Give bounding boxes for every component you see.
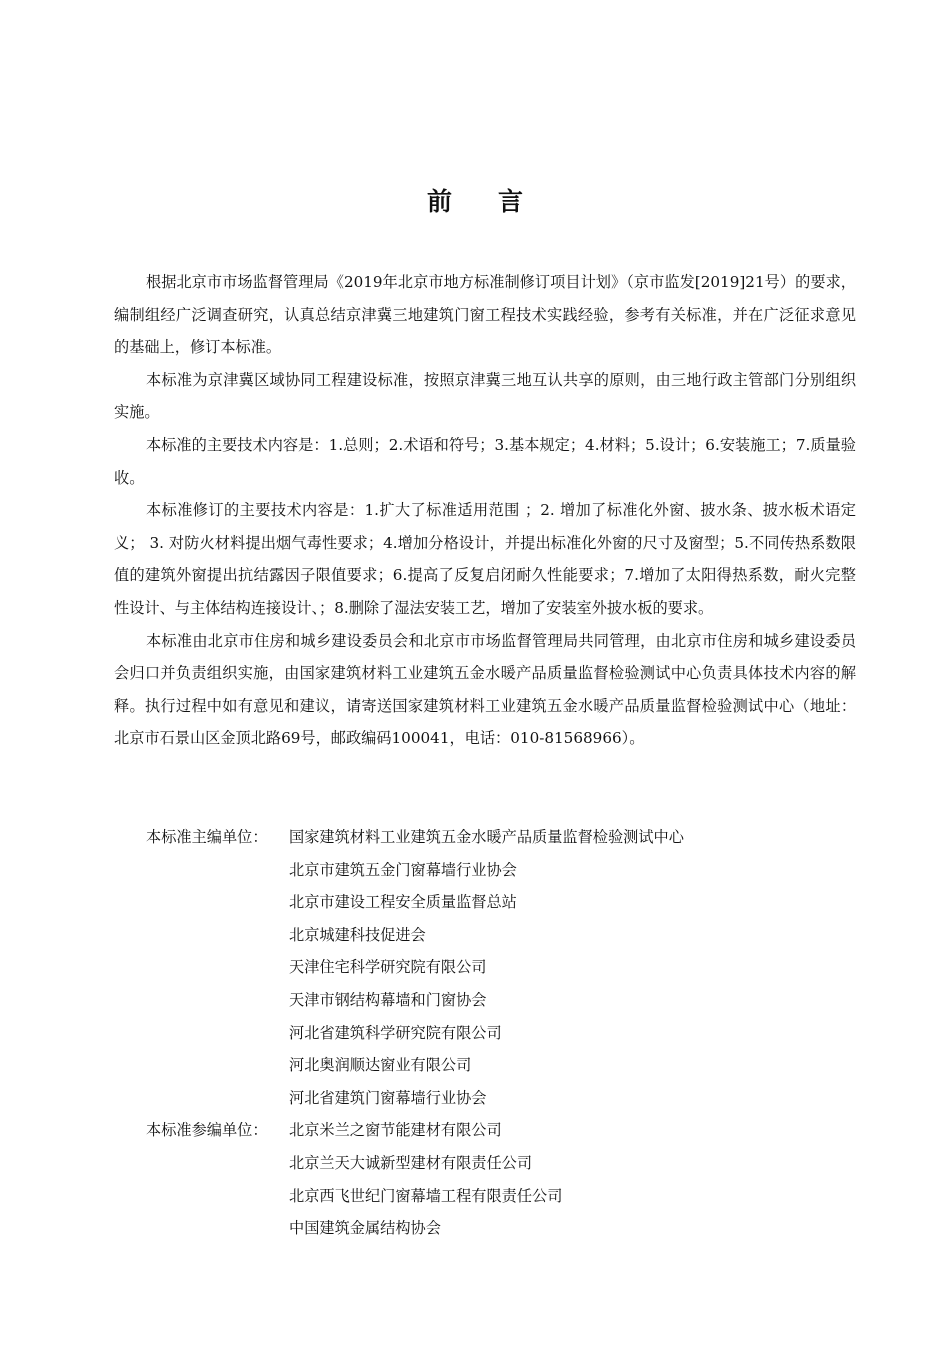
page-title: 前言 — [426, 187, 569, 216]
chief-units-list — [289, 821, 684, 1114]
list-item: 北京市建设工程安全质量监督总站 — [289, 893, 517, 912]
list-item: 北京城建科技促进会 — [289, 925, 426, 944]
drafting-units — [114, 821, 856, 1245]
list-item: 北京兰天大诚新型建材有限责任公司 — [289, 1153, 532, 1172]
list-item: 河北奥润顺达窗业有限公司 — [289, 1056, 472, 1075]
participating-units-list — [289, 1114, 562, 1244]
list-item: 河北省建筑科学研究院有限公司 — [289, 1023, 502, 1042]
participating-units-label: 本标准参编单位： — [146, 1121, 268, 1140]
paragraph-revision-content: 本标准修订的主要技术内容是：1.扩大了标准适用范围 ；2. 增加了标准化外窗、披水条、披水板术语定义； 3. 对防火材料提出烟气毒性要求；4.增加分格设计，并提出标准化外窗的尺寸及窗型；5.不同传热系数限值的建筑外窗提出抗结露因子限值要求；6.提高了反复启闭耐久性能要求；7.增加了太阳得热系数，耐火完整性设计、与主体结构连接设计、；8.删除了湿法安装工艺，增加了安装室外披水板的要求。 — [114, 501, 856, 617]
list-item: 国家建筑材料工业建筑五金水暖产品质量监督检验测试中心 — [289, 828, 684, 846]
paragraph-management: 本标准由北京市住房和城乡建设委员会和北京市市场监督管理局共同管理，由北京市住房和城乡建设委员会归口并负责组织实施，由国家建筑材料工业建筑五金水暖产品质量监督检验测试中心负责具体技术内容的解释。执行过程中如有意见和建议，请寄送国家建筑材料工业建筑五金水暖产品质量监督检验测试中心（地址：北京市石景山区金顶北路69号，邮政编码100041，电话：010-81568966）。 — [114, 631, 856, 748]
paragraph-main-content: 本标准的主要技术内容是：1.总则；2.术语和符号；3.基本规定；4.材料；5.设计；6.安装施工；7.质量验收。 — [114, 435, 856, 487]
list-item: 北京市建筑五金门窗幕墙行业协会 — [289, 860, 517, 879]
list-item: 北京西飞世纪门窗幕墙工程有限责任公司 — [289, 1186, 563, 1205]
chief-units-label: 本标准主编单位： — [146, 828, 268, 846]
list-item: 北京米兰之窗节能建材有限公司 — [289, 1121, 502, 1140]
chief-units-group — [114, 821, 856, 1114]
preface-body — [114, 266, 856, 755]
participating-units-group — [114, 1114, 856, 1244]
paragraph-basis: 根据北京市市场监督管理局《2019年北京市地方标准制修订项目计划》（京市监发[2019]21号）的要求，编制组经广泛调查研究，认真总结京津冀三地建筑门窗工程技术实践经验，参考有关标准，并在广泛征求意见的基础上，修订本标准。 — [114, 273, 856, 357]
list-item: 天津市钢结构幕墙和门窗协会 — [289, 990, 487, 1009]
paragraph-implementation: 本标准为京津冀区域协同工程建设标准，按照京津冀三地互认共享的原则，由三地行政主管部门分别组织实施。 — [114, 370, 856, 422]
list-item: 中国建筑金属结构协会 — [289, 1219, 441, 1238]
list-item: 河北省建筑门窗幕墙行业协会 — [289, 1088, 487, 1107]
list-item: 天津住宅科学研究院有限公司 — [289, 958, 487, 977]
